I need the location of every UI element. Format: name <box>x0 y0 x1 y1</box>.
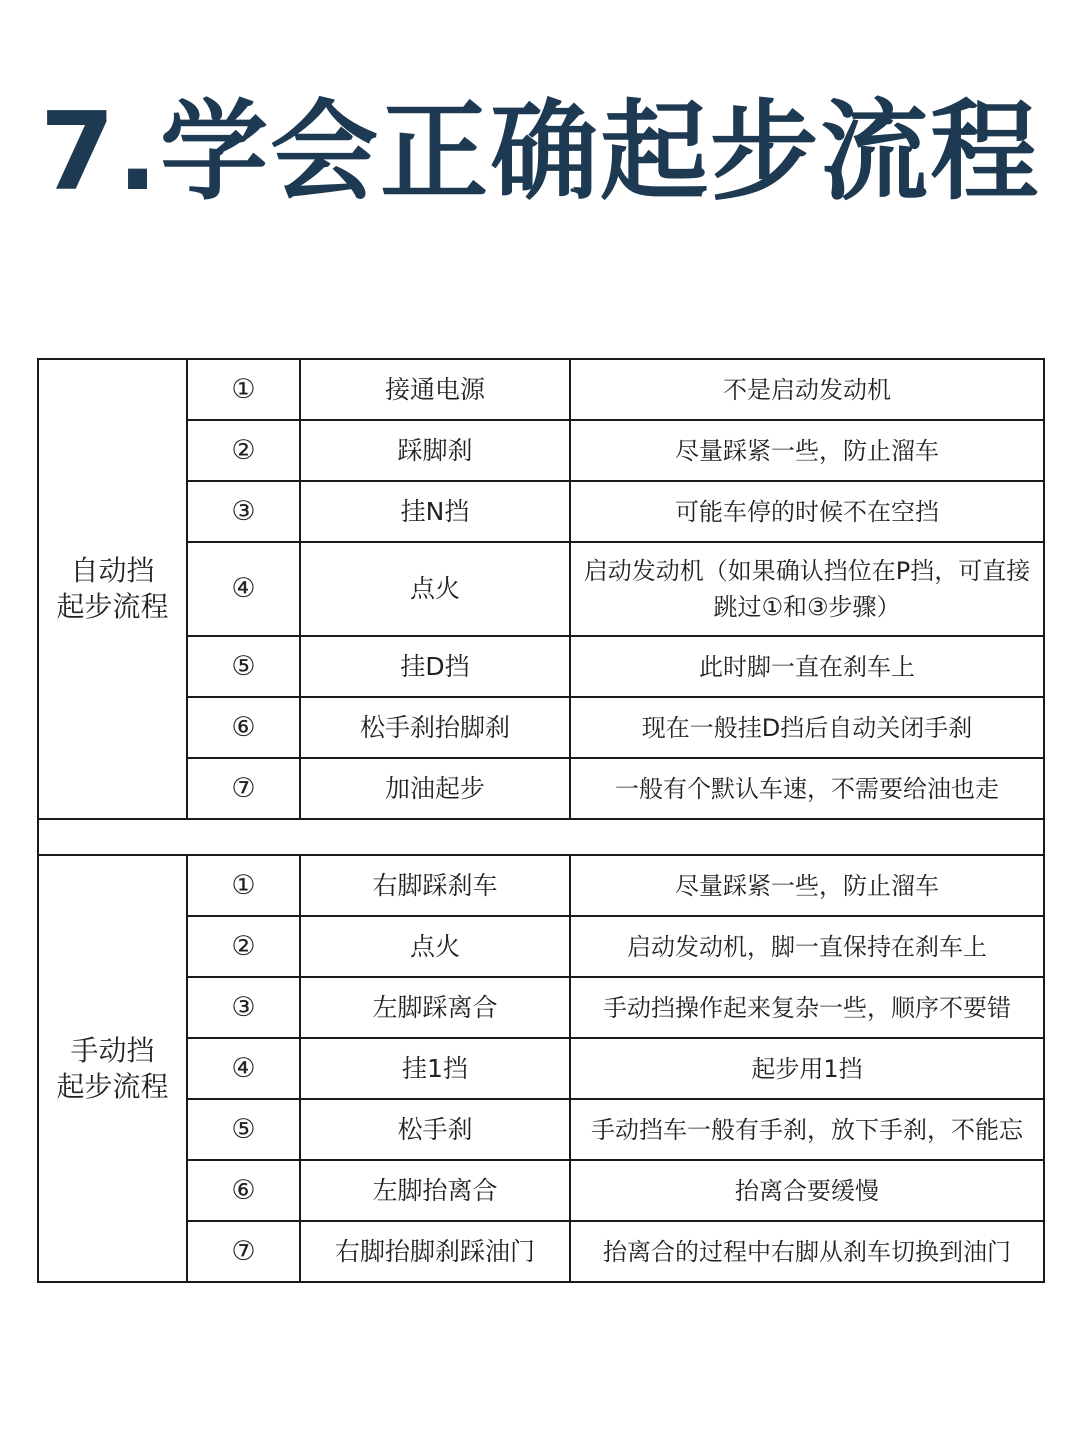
table-row <box>38 916 1044 977</box>
step-number: ① <box>187 359 300 420</box>
step-action: 挂N挡 <box>300 481 570 542</box>
step-action: 左脚抬离合 <box>300 1160 570 1221</box>
table-row <box>38 855 1044 916</box>
table-row <box>38 542 1044 636</box>
step-note: 启动发动机，脚一直保持在刹车上 <box>570 916 1044 977</box>
step-note: 手动挡操作起来复杂一些，顺序不要错 <box>570 977 1044 1038</box>
section-divider-row <box>38 819 1044 855</box>
step-action: 挂1挡 <box>300 1038 570 1099</box>
step-note: 此时脚一直在刹车上 <box>570 636 1044 697</box>
step-note: 可能车停的时候不在空挡 <box>570 481 1044 542</box>
step-note: 抬离合要缓慢 <box>570 1160 1044 1221</box>
step-note: 不是启动发动机 <box>570 359 1044 420</box>
table-row <box>38 1160 1044 1221</box>
step-action: 左脚踩离合 <box>300 977 570 1038</box>
step-note: 一般有个默认车速，不需要给油也走 <box>570 758 1044 819</box>
step-number: ⑥ <box>187 697 300 758</box>
step-note: 手动挡车一般有手刹，放下手刹，不能忘 <box>570 1099 1044 1160</box>
step-action: 松手刹抬脚刹 <box>300 697 570 758</box>
section-divider <box>38 819 1044 855</box>
step-action: 点火 <box>300 542 570 636</box>
section-label-line1: 自动挡 <box>70 554 155 587</box>
table-row <box>38 359 1044 420</box>
step-number: ③ <box>187 481 300 542</box>
step-number: ⑤ <box>187 1099 300 1160</box>
step-action: 右脚踩刹车 <box>300 855 570 916</box>
step-action: 松手刹 <box>300 1099 570 1160</box>
table-row <box>38 1099 1044 1160</box>
table-row <box>38 481 1044 542</box>
startup-steps-table <box>37 358 1045 1283</box>
table-row <box>38 758 1044 819</box>
step-number: ① <box>187 855 300 916</box>
step-number: ⑦ <box>187 1221 300 1282</box>
table-row <box>38 697 1044 758</box>
step-action: 挂D挡 <box>300 636 570 697</box>
section-label-line2: 起步流程 <box>56 1069 169 1103</box>
step-number: ⑦ <box>187 758 300 819</box>
step-note: 起步用1挡 <box>570 1038 1044 1099</box>
step-note: 尽量踩紧一些，防止溜车 <box>570 855 1044 916</box>
table-row <box>38 977 1044 1038</box>
section-label-manual <box>38 855 187 1282</box>
page-title: 7.学会正确起步流程 <box>39 90 1041 215</box>
step-note: 抬离合的过程中右脚从刹车切换到油门 <box>570 1221 1044 1282</box>
step-action: 接通电源 <box>300 359 570 420</box>
step-number: ② <box>187 916 300 977</box>
step-note: 尽量踩紧一些，防止溜车 <box>570 420 1044 481</box>
step-action: 踩脚刹 <box>300 420 570 481</box>
step-note: 启动发动机（如果确认挡位在P挡，可直接跳过①和③步骤） <box>570 542 1044 636</box>
step-number: ② <box>187 420 300 481</box>
table-row <box>38 420 1044 481</box>
step-action: 右脚抬脚刹踩油门 <box>300 1221 570 1282</box>
step-action: 加油起步 <box>300 758 570 819</box>
step-number: ⑤ <box>187 636 300 697</box>
section-label-line2: 起步流程 <box>56 590 169 623</box>
section-label-automatic <box>38 359 187 819</box>
step-number: ④ <box>187 542 300 636</box>
step-number: ④ <box>187 1038 300 1099</box>
step-note: 现在一般挂D挡后自动关闭手刹 <box>570 697 1044 758</box>
table-row <box>38 1221 1044 1282</box>
section-label-line1: 手动挡 <box>70 1033 155 1067</box>
step-number: ⑥ <box>187 1160 300 1221</box>
step-number: ③ <box>187 977 300 1038</box>
step-action: 点火 <box>300 916 570 977</box>
table-row <box>38 636 1044 697</box>
table-row <box>38 1038 1044 1099</box>
